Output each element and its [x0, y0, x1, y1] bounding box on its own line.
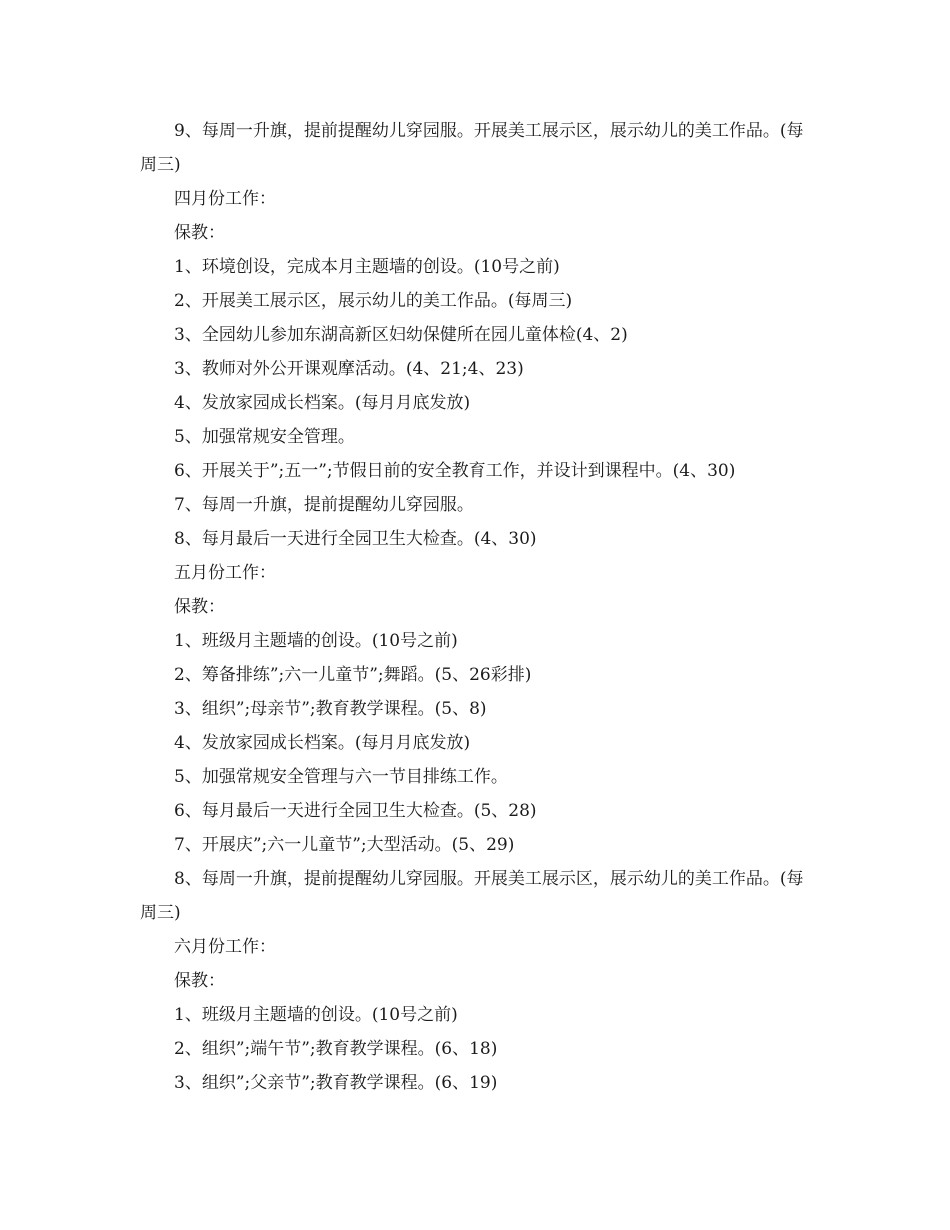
list-item: 4、发放家园成长档案。(每月月底发放) — [174, 393, 471, 413]
list-item: 5、加强常规安全管理与六一节目排练工作。 — [174, 767, 508, 787]
list-item: 8、每周一升旗，提前提醒幼儿穿园服。开展美工展示区，展示幼儿的美工作品。(每周三) — [140, 869, 804, 923]
list-item: 6、开展关于”;五一”;节假日前的安全教育工作，并设计到课程中。(4、30) — [174, 461, 736, 481]
list-item: 1、班级月主题墙的创设。(10号之前) — [174, 1005, 458, 1025]
list-item: 5、加强常规安全管理。 — [174, 427, 355, 447]
list-item: 6、每月最后一天进行全园卫生大检查。(5、28) — [174, 801, 537, 821]
list-item: 3、教师对外公开课观摩活动。(4、21;4、23) — [174, 359, 524, 379]
list-item: 2、开展美工展示区，展示幼儿的美工作品。(每周三) — [174, 291, 573, 311]
section-heading-may: 五月份工作： — [174, 563, 276, 583]
section-heading-april: 四月份工作： — [174, 189, 276, 209]
list-item: 7、每周一升旗，提前提醒幼儿穿园服。 — [174, 495, 474, 515]
subheading-baojiao: 保教： — [174, 223, 225, 243]
list-item: 8、每月最后一天进行全园卫生大检查。(4、30) — [174, 529, 537, 549]
list-item: 1、班级月主题墙的创设。(10号之前) — [174, 631, 458, 651]
list-item: 3、组织”;母亲节”;教育教学课程。(5、8) — [174, 699, 487, 719]
section-heading-june: 六月份工作： — [174, 937, 276, 957]
subheading-baojiao: 保教： — [174, 597, 225, 617]
list-item: 2、组织”;端午节”;教育教学课程。(6、18) — [174, 1039, 498, 1059]
list-item: 3、组织”;父亲节”;教育教学课程。(6、19) — [174, 1073, 498, 1093]
list-item: 2、筹备排练”;六一儿童节”;舞蹈。(5、26彩排) — [174, 665, 532, 685]
list-item: 1、环境创设，完成本月主题墙的创设。(10号之前) — [174, 257, 560, 277]
paragraph-item-9-line: 9、每周一升旗，提前提醒幼儿穿园服。开展美工展示区，展示幼儿的美工作品。(每周三) — [140, 121, 804, 175]
list-item: 7、开展庆”;六一儿童节”;大型活动。(5、29) — [174, 835, 515, 855]
document-body — [140, 114, 812, 1100]
list-item: 4、发放家园成长档案。(每月月底发放) — [174, 733, 471, 753]
subheading-baojiao: 保教： — [174, 971, 225, 991]
list-item: 3、全园幼儿参加东湖高新区妇幼保健所在园儿童体检(4、2) — [174, 325, 628, 345]
